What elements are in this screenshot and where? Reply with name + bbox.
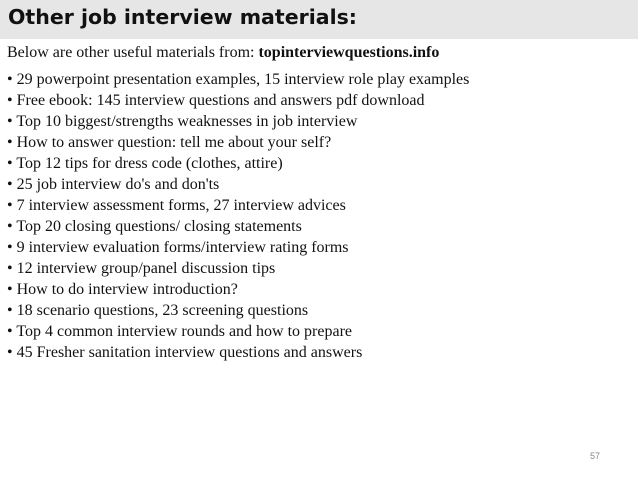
bullet: • xyxy=(7,176,13,193)
list-item-text: How to answer question: tell me about your self? xyxy=(16,134,332,151)
list-item-text: Free ebook: 145 interview questions and answers pdf download xyxy=(16,92,425,109)
bullet: • xyxy=(7,239,13,256)
list-item xyxy=(7,344,469,365)
bullet: • xyxy=(7,344,13,361)
list-item-text: Top 4 common interview rounds and how to prepare xyxy=(16,323,353,340)
intro-prefix: Below are other useful materials from: xyxy=(7,44,259,61)
list-item xyxy=(7,155,469,176)
list-item xyxy=(7,302,469,323)
bullet: • xyxy=(7,323,13,340)
list-item xyxy=(7,281,469,302)
bullet: • xyxy=(7,260,13,277)
list-item-text: Top 10 biggest/strengths weaknesses in job interview xyxy=(16,113,358,130)
list-item-text: 25 job interview do's and don'ts xyxy=(16,176,220,193)
intro-site: topinterviewquestions.info xyxy=(258,44,440,61)
title-band xyxy=(0,0,638,39)
list-item-text: 7 interview assessment forms, 27 interview advices xyxy=(16,197,346,214)
bullet: • xyxy=(7,155,13,172)
list-item xyxy=(7,239,469,260)
bullet: • xyxy=(7,302,13,319)
list-item xyxy=(7,113,469,134)
bullet: • xyxy=(7,71,13,88)
bullet: • xyxy=(7,92,13,109)
list-item-text: 29 powerpoint presentation examples, 15 interview role play examples xyxy=(16,71,470,88)
list-item-text: How to do interview introduction? xyxy=(16,281,238,298)
list-item-text: 45 Fresher sanitation interview questions and answers xyxy=(16,344,363,361)
intro-line xyxy=(7,44,439,62)
list-item xyxy=(7,71,469,92)
slide-title: Other job interview materials: xyxy=(8,5,357,29)
list-item-text: Top 12 tips for dress code (clothes, attire) xyxy=(16,155,283,172)
page-number: 57 xyxy=(589,451,600,461)
list-item xyxy=(7,134,469,155)
materials-list xyxy=(7,71,469,365)
list-item-text: 12 interview group/panel discussion tips xyxy=(16,260,276,277)
bullet: • xyxy=(7,197,13,214)
list-item xyxy=(7,323,469,344)
list-item-text: 9 interview evaluation forms/interview rating forms xyxy=(16,239,349,256)
list-item xyxy=(7,260,469,281)
list-item xyxy=(7,92,469,113)
bullet: • xyxy=(7,113,13,130)
list-item xyxy=(7,218,469,239)
bullet: • xyxy=(7,281,13,298)
bullet: • xyxy=(7,134,13,151)
list-item xyxy=(7,197,469,218)
list-item-text: Top 20 closing questions/ closing statements xyxy=(16,218,302,235)
list-item xyxy=(7,176,469,197)
bullet: • xyxy=(7,218,13,235)
list-item-text: 18 scenario questions, 23 screening questions xyxy=(16,302,309,319)
